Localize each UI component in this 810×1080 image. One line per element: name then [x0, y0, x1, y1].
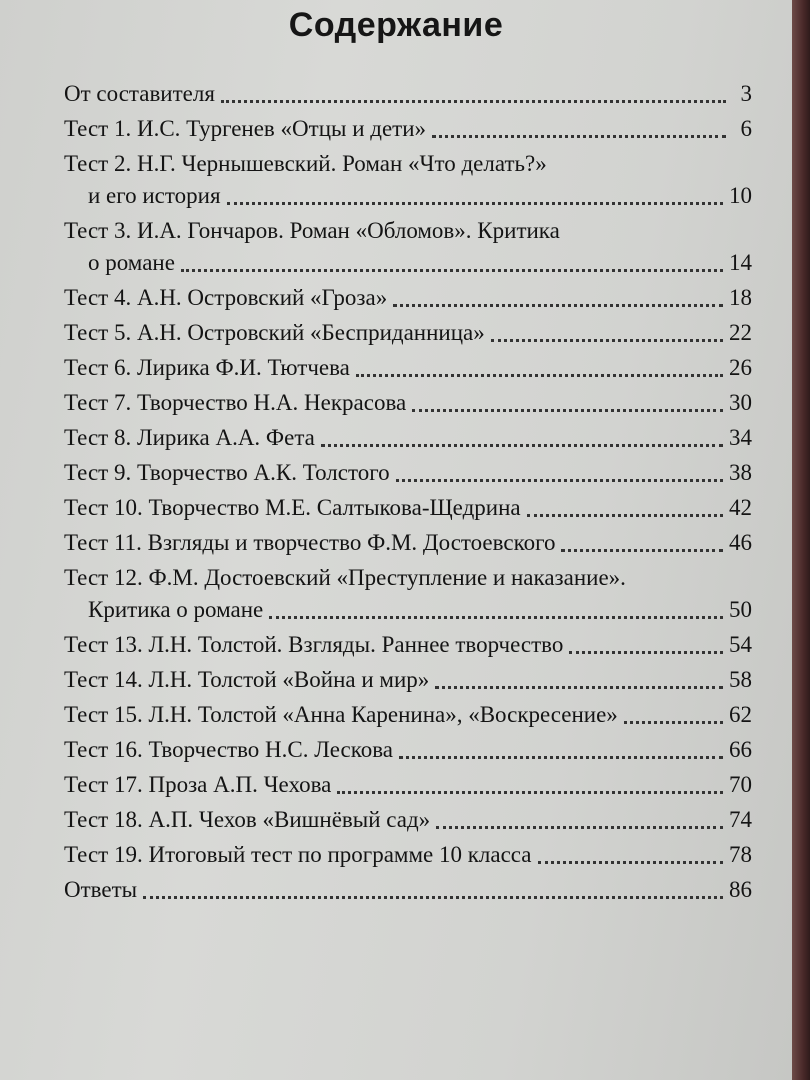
dot-leader [396, 479, 723, 482]
dot-leader [561, 549, 723, 552]
dot-leader [269, 616, 723, 619]
dot-leader [393, 304, 723, 307]
toc-page-number: 66 [729, 737, 752, 762]
toc-entry-title: Тест 7. Творчество Н.А. Некрасова [64, 390, 407, 415]
toc-page-number: 42 [729, 495, 752, 520]
toc-entry-title: Тест 19. Итоговый тест по программе 10 класса [64, 842, 532, 867]
toc-page-number: 50 [729, 597, 752, 622]
toc-entry [64, 492, 752, 524]
toc-entry [64, 215, 752, 279]
dot-leader [221, 100, 726, 103]
toc-page-number: 3 [740, 81, 752, 106]
dot-leader [143, 896, 723, 899]
toc-entry [64, 78, 752, 110]
toc-entry-title: Тест 3. И.А. Гончаров. Роман «Обломов». Критика [64, 218, 560, 243]
table-of-contents [64, 78, 752, 909]
toc-entry-title-continuation: Критика о романе [88, 597, 264, 622]
toc-entry-title-continuation: и его история [88, 183, 221, 208]
toc-page-number: 10 [729, 183, 752, 208]
toc-entry [64, 874, 752, 906]
toc-entry [64, 148, 752, 212]
toc-page-number: 26 [729, 355, 752, 380]
toc-entry [64, 734, 752, 766]
toc-page-number: 62 [729, 702, 752, 727]
toc-entry-title: Тест 4. А.Н. Островский «Гроза» [64, 285, 388, 310]
toc-entry-title: Ответы [64, 877, 138, 902]
dot-leader [337, 791, 723, 794]
toc-entry-title: Тест 12. Ф.М. Достоевский «Преступление и наказание». [64, 565, 626, 590]
toc-entry-title: Тест 5. А.Н. Островский «Бесприданница» [64, 320, 485, 345]
toc-page-number: 54 [729, 632, 752, 657]
dot-leader [321, 444, 723, 447]
dot-leader [399, 756, 723, 759]
toc-entry [64, 562, 752, 626]
dot-leader [569, 651, 723, 654]
toc-page-number: 38 [729, 460, 752, 485]
toc-page-number: 18 [729, 285, 752, 310]
page-title: Содержание [288, 6, 504, 44]
toc-page-number: 70 [729, 772, 752, 797]
toc-entry-title: Тест 14. Л.Н. Толстой «Война и мир» [64, 667, 430, 692]
toc-entry [64, 839, 752, 871]
toc-entry-title: Тест 17. Проза А.П. Чехова [64, 772, 332, 797]
toc-entry [64, 457, 752, 489]
toc-page-number: 14 [729, 250, 752, 275]
toc-entry [64, 113, 752, 145]
toc-entry-title: Тест 18. А.П. Чехов «Вишнёвый сад» [64, 807, 431, 832]
toc-entry [64, 352, 752, 384]
toc-entry-title: Тест 9. Творчество А.К. Толстого [64, 460, 390, 485]
toc-entry-title: Тест 16. Творчество Н.С. Лескова [64, 737, 393, 762]
dot-leader [491, 339, 723, 342]
toc-page-number: 74 [729, 807, 752, 832]
toc-entry [64, 282, 752, 314]
toc-entry [64, 664, 752, 696]
toc-page-number: 34 [729, 425, 752, 450]
dot-leader [181, 269, 723, 272]
toc-entry [64, 422, 752, 454]
toc-entry-title: Тест 15. Л.Н. Толстой «Анна Каренина», «Воскресение» [64, 702, 618, 727]
toc-page-number: 30 [729, 390, 752, 415]
toc-page-number: 78 [729, 842, 752, 867]
dot-leader [432, 135, 726, 138]
toc-page-number: 6 [740, 116, 752, 141]
toc-entry [64, 804, 752, 836]
dot-leader [538, 861, 724, 864]
dot-leader [412, 409, 723, 412]
toc-page-number: 58 [729, 667, 752, 692]
toc-entry-title: Тест 10. Творчество М.Е. Салтыкова-Щедрина [64, 495, 521, 520]
toc-entry [64, 769, 752, 801]
dot-leader [436, 826, 723, 829]
dot-leader [527, 514, 723, 517]
toc-entry [64, 387, 752, 419]
toc-entry-title: Тест 13. Л.Н. Толстой. Взгляды. Раннее творчество [64, 632, 564, 657]
toc-page-number: 46 [729, 530, 752, 555]
toc-entry [64, 527, 752, 559]
toc-entry-title: Тест 1. И.С. Тургенев «Отцы и дети» [64, 116, 427, 141]
book-cover-edge [792, 0, 810, 1080]
dot-leader [435, 686, 723, 689]
dot-leader [624, 721, 723, 724]
toc-entry [64, 317, 752, 349]
toc-entry-title: Тест 8. Лирика А.А. Фета [64, 425, 315, 450]
toc-entry-title: Тест 11. Взгляды и творчество Ф.М. Достоевского [64, 530, 556, 555]
toc-page-number: 86 [729, 877, 752, 902]
toc-entry-title: Тест 6. Лирика Ф.И. Тютчева [64, 355, 350, 380]
toc-entry-title: От составителя [64, 81, 215, 106]
toc-entry [64, 629, 752, 661]
toc-entry-title: Тест 2. Н.Г. Чернышевский. Роман «Что делать?» [64, 151, 547, 176]
dot-leader [227, 202, 723, 205]
dot-leader [356, 374, 723, 377]
toc-entry-title-continuation: о романе [88, 250, 175, 275]
toc-page-number: 22 [729, 320, 752, 345]
toc-entry [64, 699, 752, 731]
